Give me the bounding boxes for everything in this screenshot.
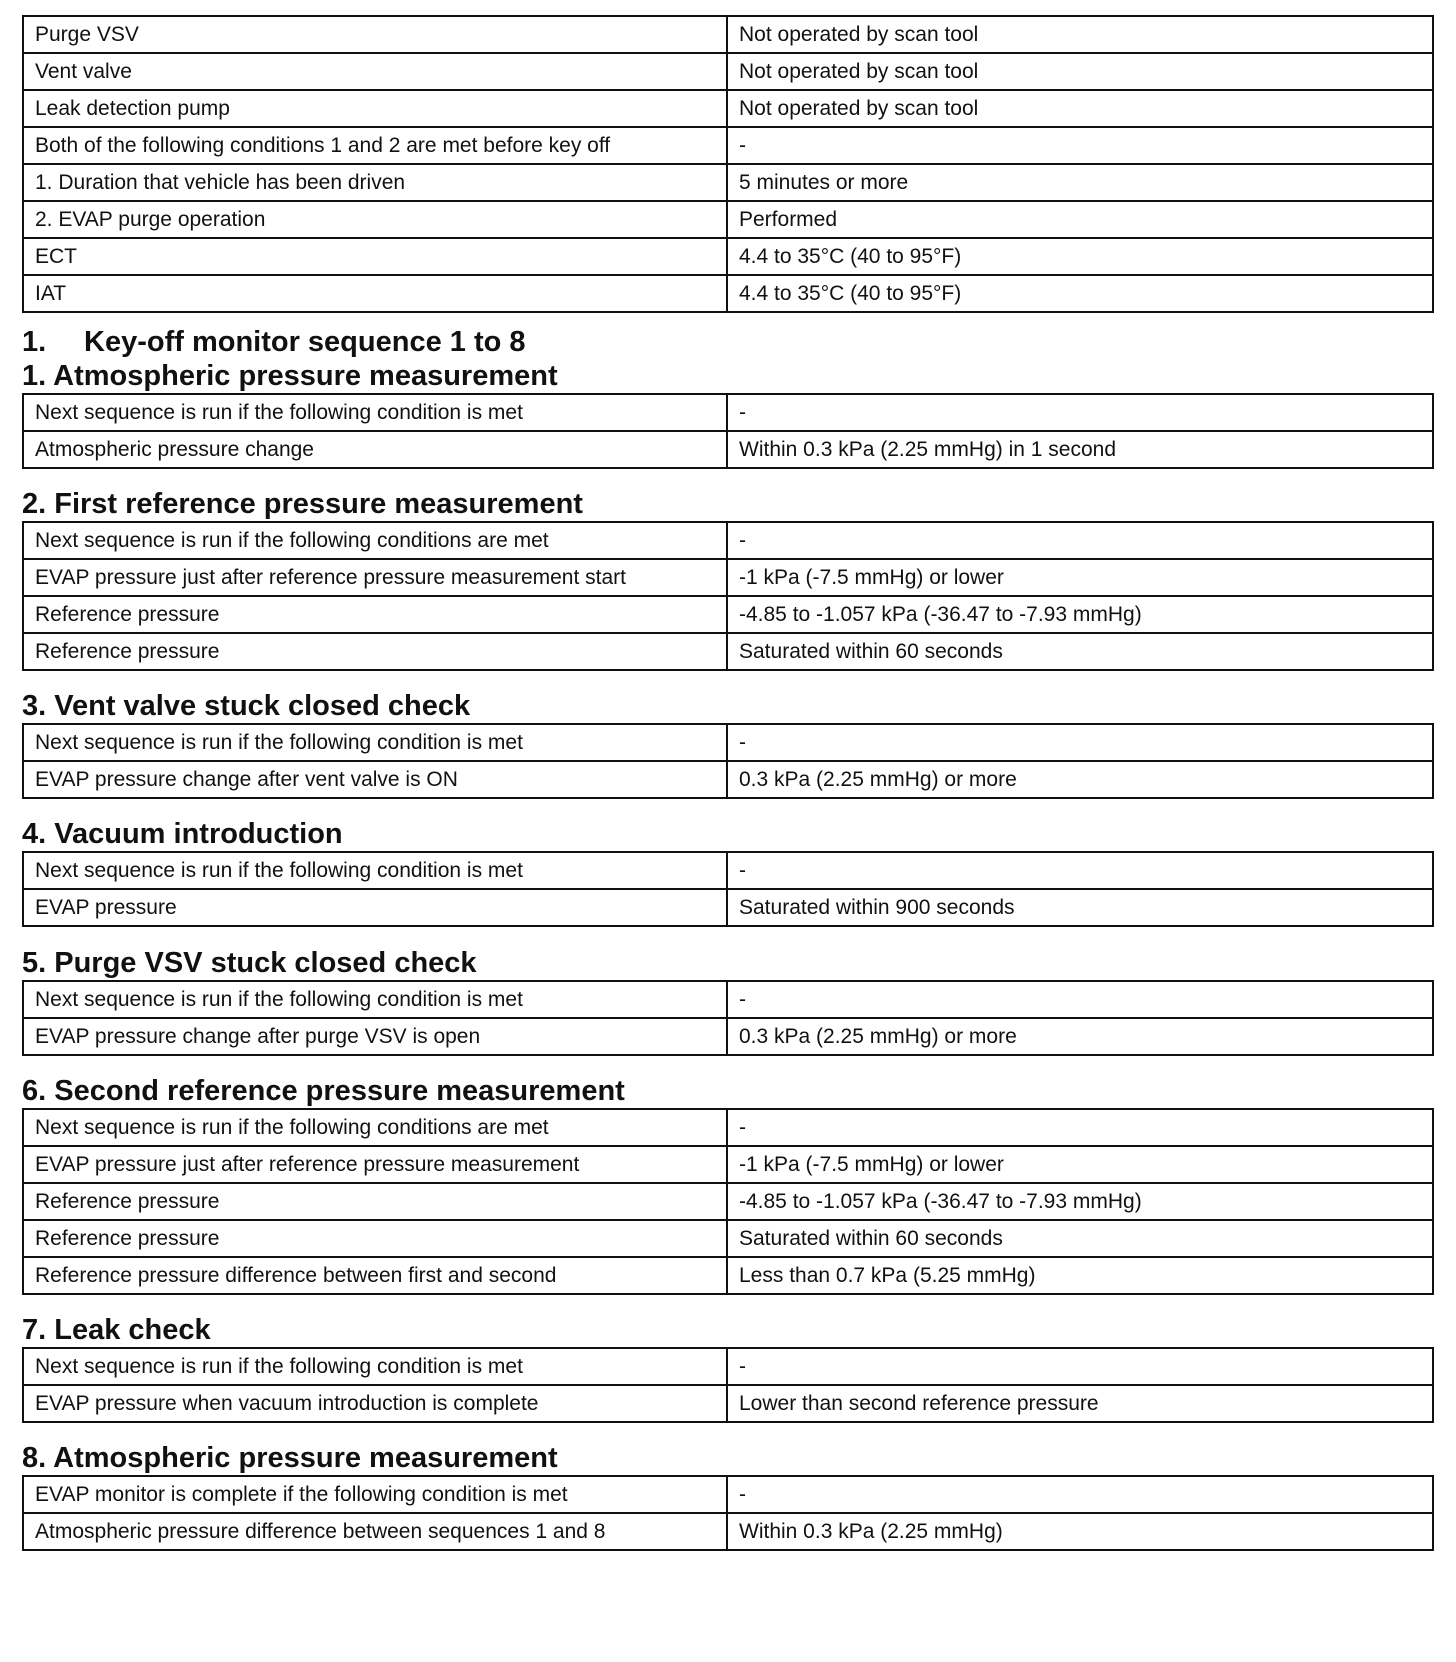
table-row (23, 238, 1433, 275)
table-row (23, 431, 1433, 468)
condition-cell: Next sequence is run if the following condition is met (23, 981, 727, 1018)
section-5-title: 5. Purge VSV stuck closed check (22, 947, 477, 979)
value-cell: -1 kPa (-7.5 mmHg) or lower (727, 1146, 1433, 1183)
value-cell: Saturated within 60 seconds (727, 1220, 1433, 1257)
value-cell: -4.85 to -1.057 kPa (-36.47 to -7.93 mmHg) (727, 1183, 1433, 1220)
table-row (23, 90, 1433, 127)
section-1-title: 1. Atmospheric pressure measurement (22, 360, 558, 392)
table-row (23, 1348, 1433, 1385)
section-8-title: 8. Atmospheric pressure measurement (22, 1442, 558, 1474)
main-heading-number: 1. (22, 326, 47, 358)
condition-cell: Atmospheric pressure change (23, 431, 727, 468)
condition-cell: Next sequence is run if the following conditions are met (23, 1109, 727, 1146)
value-cell: Less than 0.7 kPa (5.25 mmHg) (727, 1257, 1433, 1294)
condition-cell: EVAP pressure when vacuum introduction is complete (23, 1385, 727, 1422)
value-cell: - (727, 1109, 1433, 1146)
condition-cell: ECT (23, 238, 727, 275)
value-cell: Not operated by scan tool (727, 53, 1433, 90)
main-heading (22, 328, 526, 357)
value-cell: Lower than second reference pressure (727, 1385, 1433, 1422)
value-cell: 0.3 kPa (2.25 mmHg) or more (727, 761, 1433, 798)
condition-cell: Leak detection pump (23, 90, 727, 127)
table-row (23, 1385, 1433, 1422)
value-cell: - (727, 127, 1433, 164)
section-6-title: 6. Second reference pressure measurement (22, 1075, 625, 1107)
value-cell: Performed (727, 201, 1433, 238)
table-row (23, 1183, 1433, 1220)
table-row (23, 522, 1433, 559)
table-row (23, 633, 1433, 670)
table-row (23, 559, 1433, 596)
table-row (23, 1220, 1433, 1257)
value-cell: 5 minutes or more (727, 164, 1433, 201)
value-cell: - (727, 394, 1433, 431)
value-cell: - (727, 1476, 1433, 1513)
condition-cell: IAT (23, 275, 727, 312)
table-row (23, 1513, 1433, 1550)
table-row (23, 1257, 1433, 1294)
table-row (23, 164, 1433, 201)
value-cell: Not operated by scan tool (727, 90, 1433, 127)
section-3-title: 3. Vent valve stuck closed check (22, 690, 471, 722)
table-row (23, 53, 1433, 90)
condition-cell: EVAP pressure change after purge VSV is open (23, 1018, 727, 1055)
value-cell: - (727, 724, 1433, 761)
value-cell: - (727, 852, 1433, 889)
condition-cell: EVAP pressure just after reference pressure measurement start (23, 559, 727, 596)
value-cell: -4.85 to -1.057 kPa (-36.47 to -7.93 mmHg) (727, 596, 1433, 633)
table-row (23, 889, 1433, 926)
preconditions-table (22, 15, 1434, 313)
value-cell: Not operated by scan tool (727, 16, 1433, 53)
condition-cell: EVAP pressure just after reference pressure measurement (23, 1146, 727, 1183)
table-row (23, 852, 1433, 889)
value-cell: 4.4 to 35°C (40 to 95°F) (727, 275, 1433, 312)
condition-cell: Next sequence is run if the following condition is met (23, 852, 727, 889)
condition-cell: 1. Duration that vehicle has been driven (23, 164, 727, 201)
condition-cell: Next sequence is run if the following condition is met (23, 1348, 727, 1385)
condition-cell: Both of the following conditions 1 and 2 are met before key off (23, 127, 727, 164)
section-1-table (22, 393, 1434, 469)
table-row (23, 1146, 1433, 1183)
section-4-table (22, 851, 1434, 927)
table-row (23, 596, 1433, 633)
table-row (23, 724, 1433, 761)
condition-cell: Purge VSV (23, 16, 727, 53)
value-cell: 4.4 to 35°C (40 to 95°F) (727, 238, 1433, 275)
condition-cell: EVAP monitor is complete if the following condition is met (23, 1476, 727, 1513)
condition-cell: Atmospheric pressure difference between sequences 1 and 8 (23, 1513, 727, 1550)
value-cell: - (727, 522, 1433, 559)
value-cell: Within 0.3 kPa (2.25 mmHg) in 1 second (727, 431, 1433, 468)
main-heading-text: Key-off monitor sequence 1 to 8 (84, 326, 526, 358)
condition-cell: Reference pressure difference between first and second (23, 1257, 727, 1294)
condition-cell: Next sequence is run if the following conditions are met (23, 522, 727, 559)
condition-cell: Reference pressure (23, 1183, 727, 1220)
table-row (23, 1476, 1433, 1513)
condition-cell: Vent valve (23, 53, 727, 90)
section-2-title: 2. First reference pressure measurement (22, 488, 583, 520)
condition-cell: EVAP pressure change after vent valve is ON (23, 761, 727, 798)
table-row (23, 127, 1433, 164)
condition-cell: Reference pressure (23, 1220, 727, 1257)
section-2-table (22, 521, 1434, 671)
section-3-table (22, 723, 1434, 799)
value-cell: 0.3 kPa (2.25 mmHg) or more (727, 1018, 1433, 1055)
table-row (23, 1018, 1433, 1055)
section-5-table (22, 980, 1434, 1056)
condition-cell: Next sequence is run if the following condition is met (23, 394, 727, 431)
condition-cell: Next sequence is run if the following condition is met (23, 724, 727, 761)
condition-cell: Reference pressure (23, 596, 727, 633)
table-row (23, 1109, 1433, 1146)
table-row (23, 275, 1433, 312)
condition-cell: Reference pressure (23, 633, 727, 670)
value-cell: Within 0.3 kPa (2.25 mmHg) (727, 1513, 1433, 1550)
value-cell: Saturated within 900 seconds (727, 889, 1433, 926)
value-cell: -1 kPa (-7.5 mmHg) or lower (727, 559, 1433, 596)
table-row (23, 981, 1433, 1018)
value-cell: Saturated within 60 seconds (727, 633, 1433, 670)
condition-cell: EVAP pressure (23, 889, 727, 926)
table-row (23, 201, 1433, 238)
value-cell: - (727, 1348, 1433, 1385)
value-cell: - (727, 981, 1433, 1018)
section-8-table (22, 1475, 1434, 1551)
section-6-table (22, 1108, 1434, 1295)
condition-cell: 2. EVAP purge operation (23, 201, 727, 238)
table-row (23, 761, 1433, 798)
table-row (23, 16, 1433, 53)
section-7-table (22, 1347, 1434, 1423)
section-4-title: 4. Vacuum introduction (22, 818, 343, 850)
table-row (23, 394, 1433, 431)
section-7-title: 7. Leak check (22, 1314, 211, 1346)
